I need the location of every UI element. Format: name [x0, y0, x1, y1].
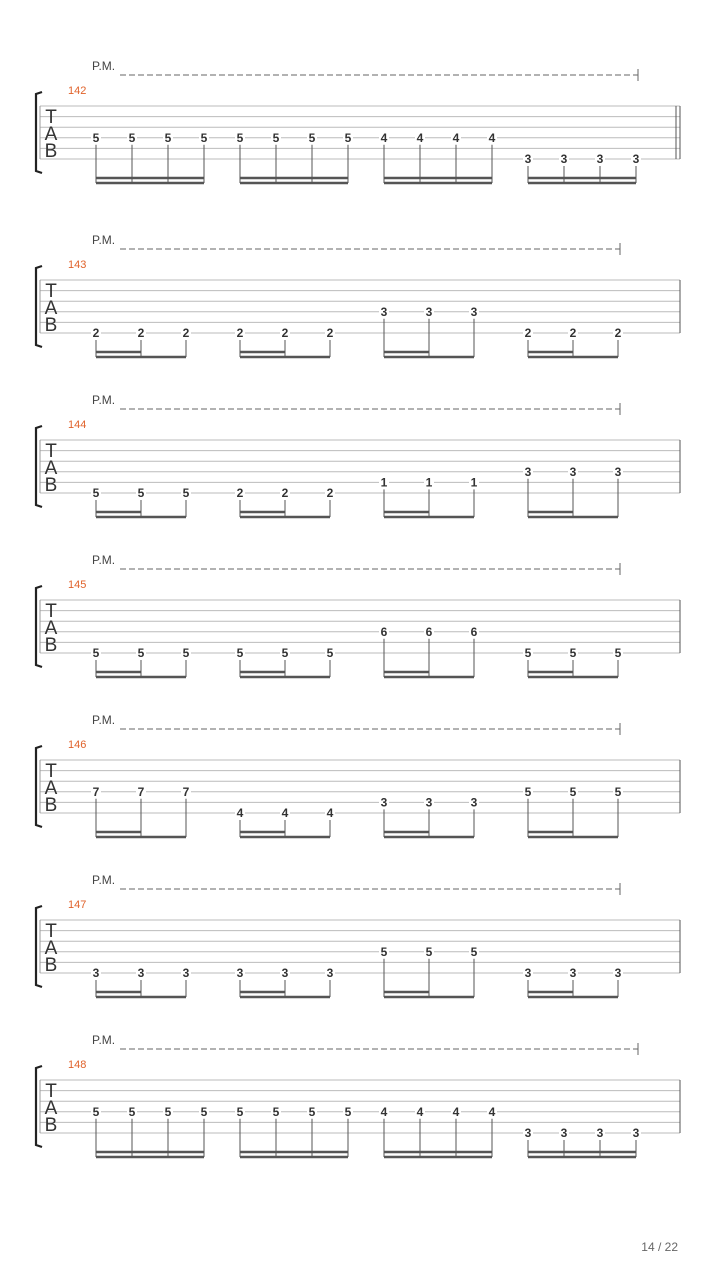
- fret-number: 2: [569, 326, 577, 340]
- system-bracket: [36, 426, 42, 507]
- fret-number: 3: [596, 1126, 604, 1140]
- fret-number: 5: [326, 646, 334, 660]
- fret-number: 5: [236, 646, 244, 660]
- fret-number: 4: [416, 1104, 424, 1119]
- tab-clef-b: B: [44, 635, 58, 656]
- fret-number: 2: [524, 326, 532, 340]
- system-bracket: [36, 92, 42, 173]
- fret-number: 5: [236, 1104, 244, 1119]
- fret-number: 5: [200, 1104, 208, 1119]
- fret-number: 5: [182, 646, 190, 660]
- fret-number: 6: [470, 624, 478, 639]
- fret-number: 3: [425, 304, 433, 319]
- fret-number: 2: [326, 326, 334, 340]
- fret-number: 1: [470, 475, 478, 490]
- fret-number: 4: [326, 806, 334, 820]
- fret-number: 4: [380, 1104, 388, 1119]
- fret-number: 4: [281, 806, 289, 820]
- fret-number: 5: [92, 1104, 100, 1119]
- fret-number: 5: [137, 486, 145, 500]
- fret-number: 5: [92, 646, 100, 660]
- fret-number: 3: [632, 1126, 640, 1140]
- fret-number: 5: [272, 130, 280, 145]
- tab-clef-t: T: [45, 601, 57, 622]
- fret-number: 6: [425, 624, 433, 639]
- fret-number: 2: [92, 326, 100, 340]
- palm-mute-label: P.M.: [92, 233, 116, 247]
- page-number: 14 / 22: [641, 1240, 678, 1254]
- tab-clef-a: A: [44, 298, 58, 319]
- fret-number: 4: [380, 130, 388, 145]
- fret-number: 2: [281, 486, 289, 500]
- measure-number: 146: [68, 739, 87, 751]
- tab-clef-t: T: [45, 921, 57, 942]
- fret-number: 1: [425, 475, 433, 490]
- fret-number: 5: [524, 646, 532, 660]
- measure-number: 143: [68, 259, 87, 271]
- fret-number: 2: [236, 326, 244, 340]
- fret-number: 3: [281, 966, 289, 980]
- tab-clef-b: B: [44, 475, 58, 496]
- fret-number: 3: [92, 966, 100, 980]
- fret-number: 4: [488, 130, 496, 145]
- tab-clef-t: T: [45, 107, 57, 128]
- fret-number: 3: [236, 966, 244, 980]
- fret-number: 3: [470, 795, 478, 810]
- fret-number: 5: [92, 130, 100, 145]
- fret-number: 5: [128, 1104, 136, 1119]
- fret-number: 5: [425, 944, 433, 959]
- palm-mute-label: P.M.: [92, 59, 116, 73]
- fret-number: 7: [92, 784, 100, 799]
- fret-number: 5: [200, 130, 208, 145]
- fret-number: 2: [326, 486, 334, 500]
- measure-number: 145: [68, 579, 87, 591]
- fret-number: 3: [524, 1126, 532, 1140]
- fret-number: 5: [272, 1104, 280, 1119]
- fret-number: 7: [182, 784, 190, 799]
- fret-number: 3: [137, 966, 145, 980]
- fret-number: 3: [380, 304, 388, 319]
- fret-number: 5: [614, 646, 622, 660]
- tab-clef-b: B: [44, 955, 58, 976]
- fret-number: 5: [569, 784, 577, 799]
- fret-number: 3: [614, 966, 622, 980]
- tab-clef-a: A: [44, 778, 58, 799]
- fret-number: 2: [236, 486, 244, 500]
- palm-mute-label: P.M.: [92, 713, 116, 727]
- tab-clef-t: T: [45, 1081, 57, 1102]
- palm-mute-label: P.M.: [92, 553, 116, 567]
- fret-number: 4: [416, 130, 424, 145]
- fret-number: 3: [596, 152, 604, 166]
- fret-number: 5: [236, 130, 244, 145]
- measure-number: 147: [68, 899, 87, 911]
- fret-number: 4: [236, 806, 244, 820]
- fret-number: 5: [308, 1104, 316, 1119]
- fret-number: 5: [281, 646, 289, 660]
- system-bracket: [36, 906, 42, 987]
- fret-number: 3: [524, 152, 532, 166]
- tab-clef-b: B: [44, 795, 58, 816]
- fret-number: 3: [380, 795, 388, 810]
- fret-number: 5: [344, 130, 352, 145]
- fret-number: 5: [470, 944, 478, 959]
- system-bracket: [36, 1066, 42, 1147]
- palm-mute-label: P.M.: [92, 393, 116, 407]
- fret-number: 5: [164, 130, 172, 145]
- palm-mute-label: P.M.: [92, 873, 116, 887]
- fret-number: 4: [452, 130, 460, 145]
- fret-number: 5: [308, 130, 316, 145]
- fret-number: 2: [614, 326, 622, 340]
- tab-clef-t: T: [45, 761, 57, 782]
- fret-number: 3: [632, 152, 640, 166]
- fret-number: 3: [614, 464, 622, 479]
- measure-number: 142: [68, 85, 87, 97]
- fret-number: 3: [182, 966, 190, 980]
- fret-number: 5: [137, 646, 145, 660]
- fret-number: 5: [128, 130, 136, 145]
- fret-number: 7: [137, 784, 145, 799]
- measure-number: 148: [68, 1059, 87, 1071]
- fret-number: 3: [326, 966, 334, 980]
- fret-number: 5: [164, 1104, 172, 1119]
- tab-clef-b: B: [44, 1115, 58, 1136]
- system-bracket: [36, 746, 42, 827]
- tab-clef-a: A: [44, 1098, 58, 1119]
- system-bracket: [36, 586, 42, 667]
- fret-number: 6: [380, 624, 388, 639]
- fret-number: 4: [452, 1104, 460, 1119]
- fret-number: 5: [92, 486, 100, 500]
- fret-number: 3: [569, 464, 577, 479]
- fret-number: 4: [488, 1104, 496, 1119]
- fret-number: 5: [344, 1104, 352, 1119]
- fret-number: 2: [182, 326, 190, 340]
- fret-number: 2: [281, 326, 289, 340]
- fret-number: 3: [560, 152, 568, 166]
- tab-clef-t: T: [45, 441, 57, 462]
- fret-number: 5: [614, 784, 622, 799]
- fret-number: 1: [380, 475, 388, 490]
- fret-number: 3: [470, 304, 478, 319]
- fret-number: 2: [137, 326, 145, 340]
- tab-clef-a: A: [44, 124, 58, 145]
- fret-number: 3: [569, 966, 577, 980]
- tab-clef-a: A: [44, 618, 58, 639]
- fret-number: 5: [182, 486, 190, 500]
- system-bracket: [36, 266, 42, 347]
- fret-number: 5: [569, 646, 577, 660]
- fret-number: 5: [524, 784, 532, 799]
- tab-clef-a: A: [44, 458, 58, 479]
- fret-number: 3: [560, 1126, 568, 1140]
- tab-clef-t: T: [45, 281, 57, 302]
- fret-number: 3: [524, 966, 532, 980]
- fret-number: 5: [380, 944, 388, 959]
- fret-number: 3: [425, 795, 433, 810]
- palm-mute-label: P.M.: [92, 1033, 116, 1047]
- tab-clef-a: A: [44, 938, 58, 959]
- measure-number: 144: [68, 419, 87, 431]
- fret-number: 3: [524, 464, 532, 479]
- tab-clef-b: B: [44, 141, 58, 162]
- tab-clef-b: B: [44, 315, 58, 336]
